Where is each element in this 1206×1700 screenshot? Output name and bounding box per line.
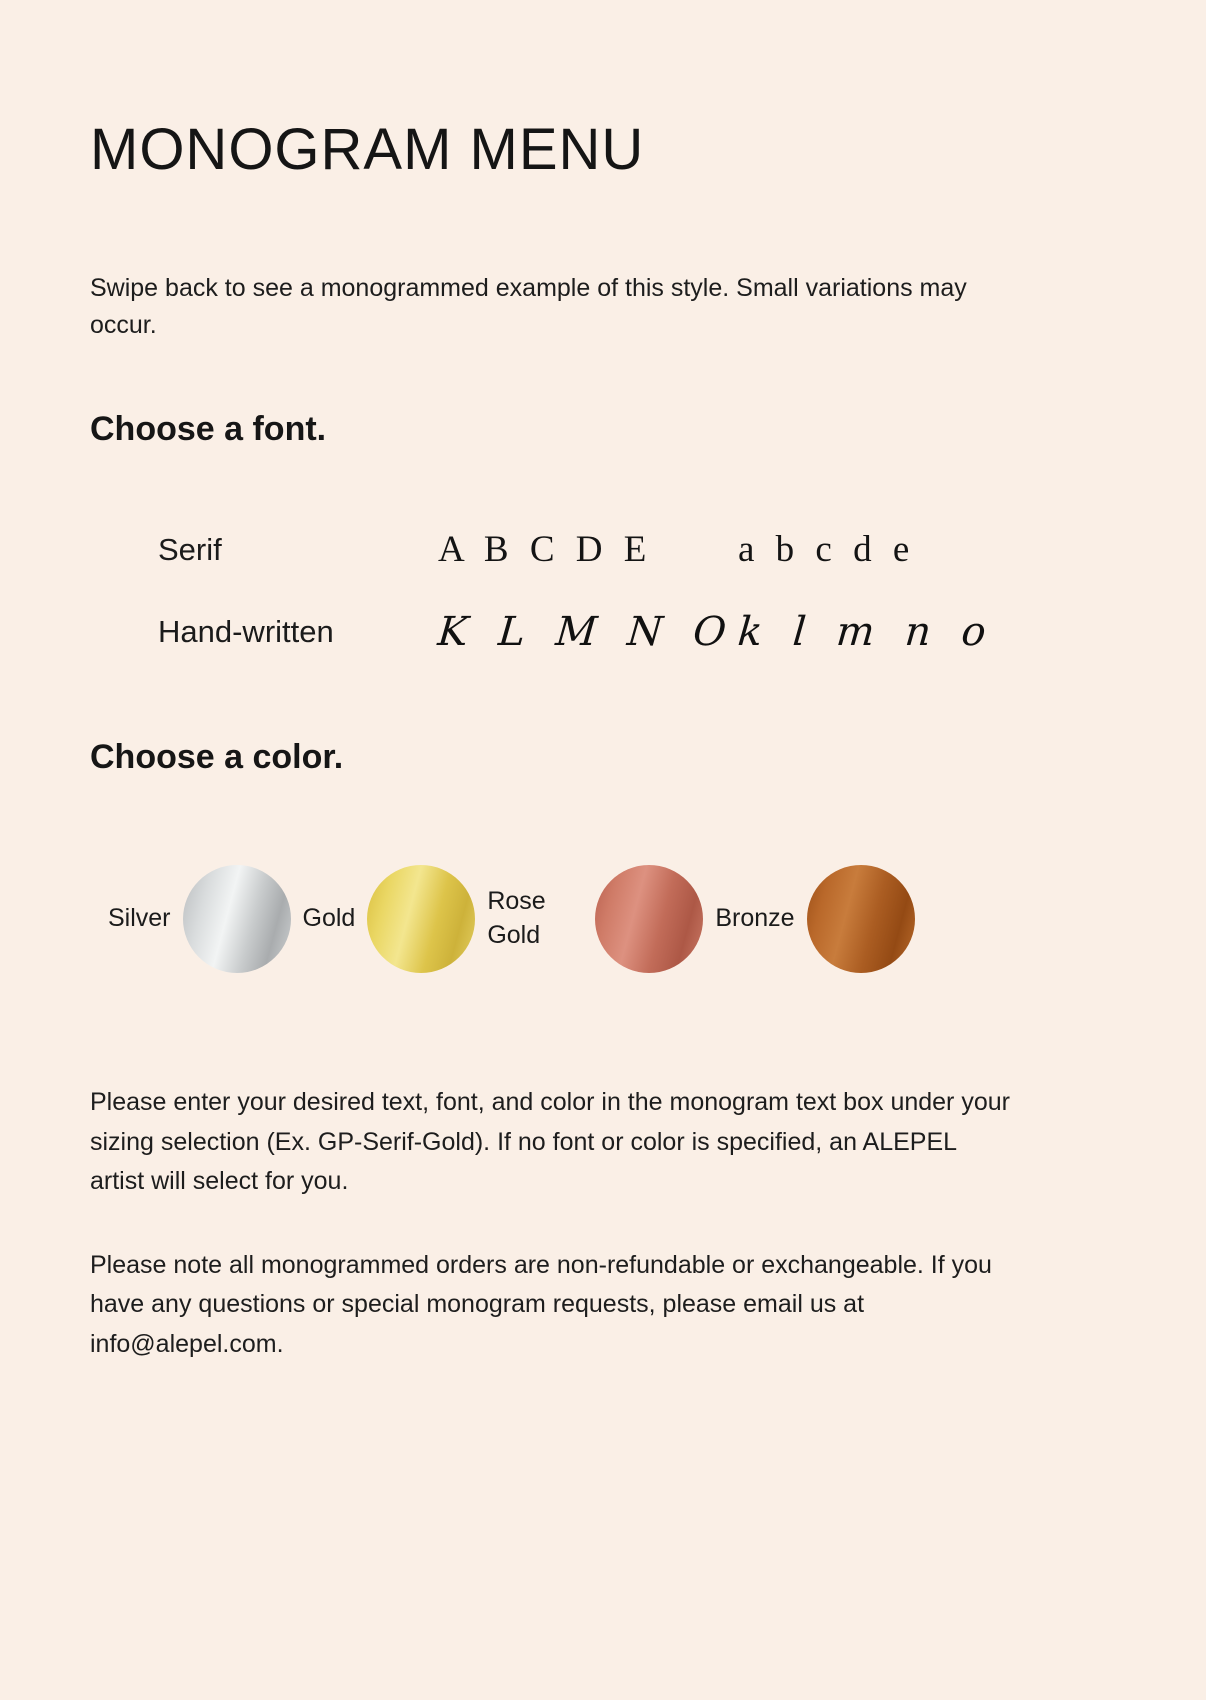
page-title: MONOGRAM MENU <box>90 117 645 182</box>
color-option-label: Bronze <box>715 904 795 933</box>
policy-text: Please note all monogrammed orders are non-refundable or exchangeable. If you have any questions or special monogram requests, please email us at info@alepel.com. <box>90 1250 992 1358</box>
instructions-text: Please enter your desired text, font, and color in the monogram text box under your sizing selection (Ex. GP-Serif-Gold). If no font or color is specified, an ALEPEL artist will select for you. <box>90 1088 1010 1196</box>
font-options-list <box>158 509 1078 673</box>
color-option-label: Gold <box>302 904 356 933</box>
color-option-silver[interactable] <box>108 865 303 973</box>
font-option-label: Serif <box>158 531 222 567</box>
color-swatch-bronze[interactable] <box>807 865 915 973</box>
color-option-label: Silver <box>108 904 171 933</box>
color-option-rose-gold[interactable] <box>487 865 715 973</box>
font-sample-uppercase: K L M N O <box>435 608 738 655</box>
color-swatch-rose-gold[interactable] <box>595 865 703 973</box>
color-swatch-gold[interactable] <box>367 865 475 973</box>
font-sample-lowercase: k l m n o <box>735 608 997 655</box>
color-option-bronze[interactable] <box>715 865 926 973</box>
color-option-label: Rose Gold <box>487 887 546 950</box>
intro-text: Swipe back to see a monogrammed example of this style. Small variations may occur. <box>90 273 967 340</box>
font-sample-uppercase: A B C D E <box>438 529 653 571</box>
font-option-serif[interactable] <box>158 509 1078 591</box>
color-section-heading: Choose a color. <box>90 737 344 776</box>
font-option-hand-written[interactable] <box>158 591 1078 673</box>
font-sample-lowercase: a b c d e <box>738 529 916 571</box>
font-section-heading: Choose a font. <box>90 409 327 448</box>
color-swatch-silver[interactable] <box>183 865 291 973</box>
font-option-label: Hand-written <box>158 613 334 649</box>
color-option-gold[interactable] <box>303 865 488 973</box>
color-options-list <box>90 865 1116 973</box>
